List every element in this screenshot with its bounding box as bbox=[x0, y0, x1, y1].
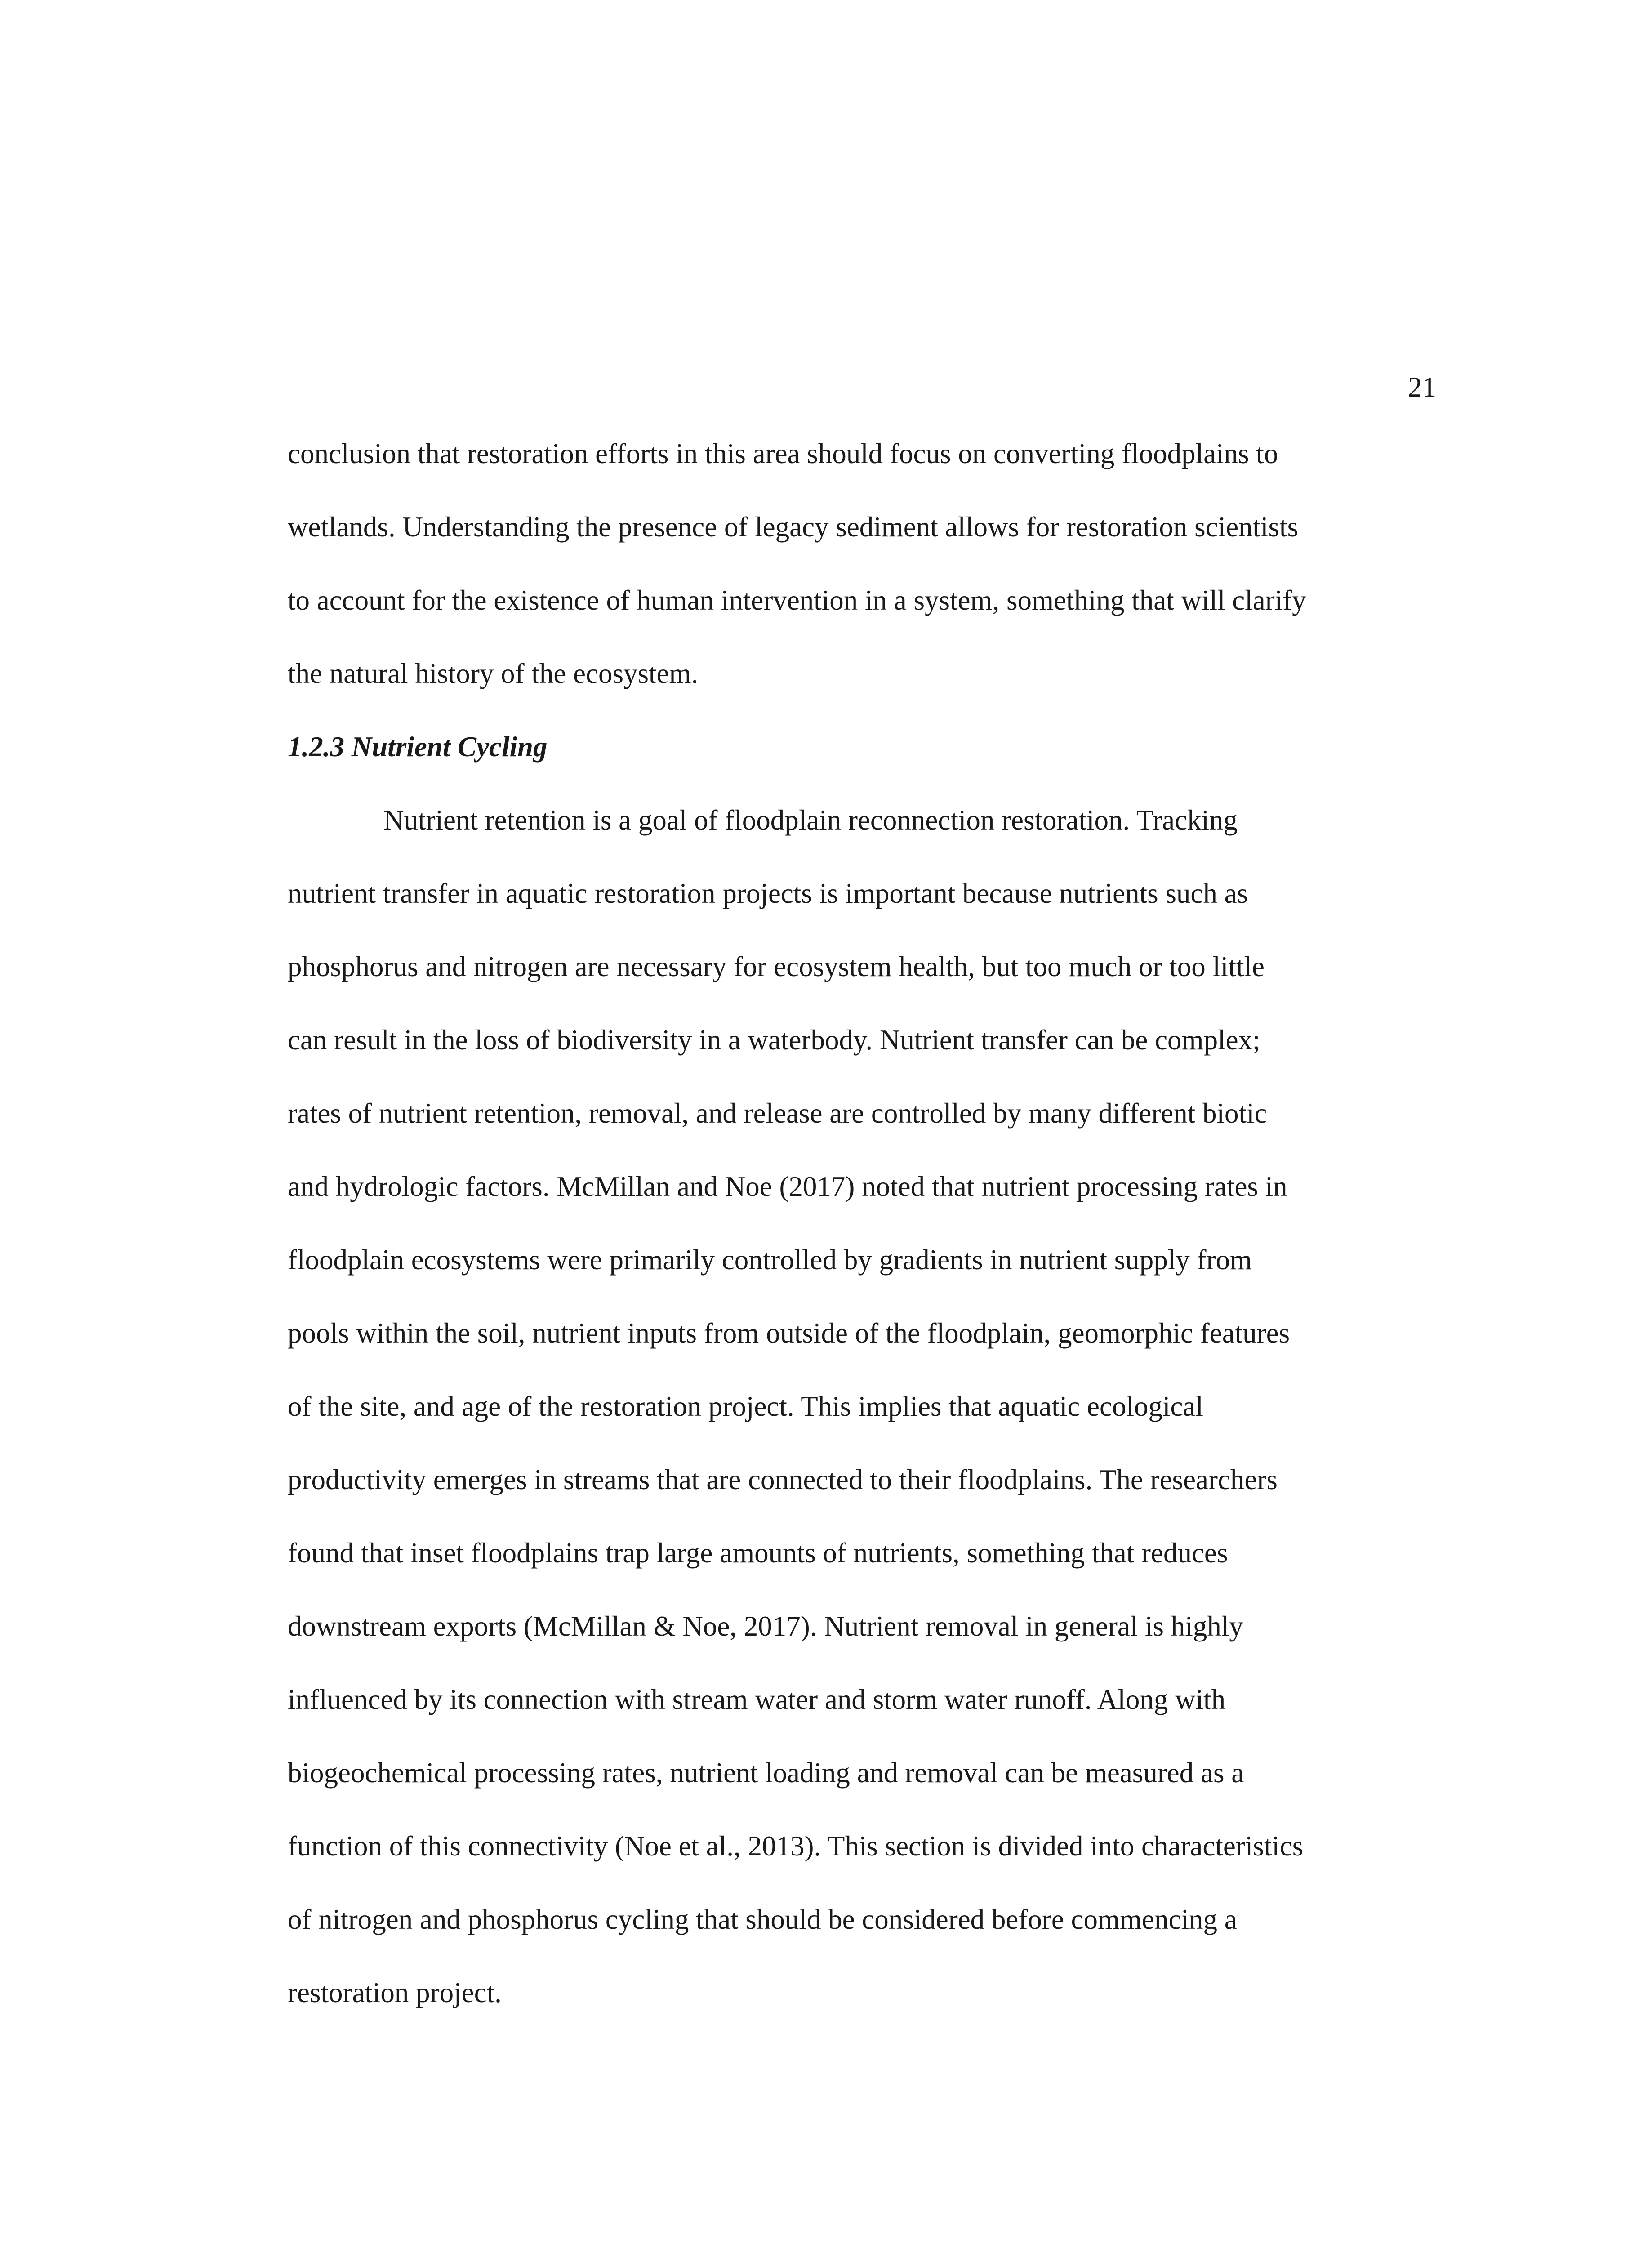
body-text-line: downstream exports (McMillan & Noe, 2017). Nutrient removal in general is highly bbox=[288, 1610, 1243, 1642]
document-body bbox=[288, 440, 1438, 2052]
body-text-line: function of this connectivity (Noe et al., 2013). This section is divided into characteristics bbox=[288, 1830, 1304, 1862]
body-text-line: productivity emerges in streams that are connected to their floodplains. The researchers bbox=[288, 1464, 1278, 1495]
body-text-line: biogeochemical processing rates, nutrient loading and removal can be measured as a bbox=[288, 1757, 1244, 1789]
body-text-line: nutrient transfer in aquatic restoration projects is important because nutrients such as bbox=[288, 878, 1248, 909]
body-text-line: phosphorus and nitrogen are necessary for ecosystem health, but too much or too little bbox=[288, 951, 1265, 982]
paragraph-first-line: Nutrient retention is a goal of floodplain reconnection restoration. Tracking bbox=[383, 804, 1238, 836]
section-heading: 1.2.3 Nutrient Cycling bbox=[288, 731, 548, 763]
body-text-line: found that inset floodplains trap large amounts of nutrients, something that reduces bbox=[288, 1537, 1228, 1569]
body-text-line: conclusion that restoration efforts in this area should focus on converting floodplains to bbox=[288, 438, 1278, 469]
body-text-line: of the site, and age of the restoration project. This implies that aquatic ecological bbox=[288, 1391, 1203, 1422]
body-text-line: wetlands. Understanding the presence of legacy sediment allows for restoration scientists bbox=[288, 511, 1299, 543]
page-number: 21 bbox=[1408, 371, 1436, 403]
body-text-line: rates of nutrient retention, removal, and release are controlled by many different biotic bbox=[288, 1097, 1267, 1129]
body-text-line: to account for the existence of human intervention in a system, something that will clarify bbox=[288, 584, 1306, 616]
body-text-line: the natural history of the ecosystem. bbox=[288, 658, 699, 689]
body-text-line: restoration project. bbox=[288, 1977, 502, 2008]
body-text-line: can result in the loss of biodiversity in a waterbody. Nutrient transfer can be complex; bbox=[288, 1024, 1260, 1056]
body-text-line: floodplain ecosystems were primarily controlled by gradients in nutrient supply from bbox=[288, 1244, 1252, 1276]
body-text-line: and hydrologic factors. McMillan and Noe (2017) noted that nutrient processing rates in bbox=[288, 1171, 1287, 1202]
body-text-line: influenced by its connection with stream water and storm water runoff. Along with bbox=[288, 1684, 1226, 1715]
body-text-line: of nitrogen and phosphorus cycling that should be considered before commencing a bbox=[288, 1904, 1237, 1935]
body-text-line: pools within the soil, nutrient inputs from outside of the floodplain, geomorphic features bbox=[288, 1317, 1290, 1349]
